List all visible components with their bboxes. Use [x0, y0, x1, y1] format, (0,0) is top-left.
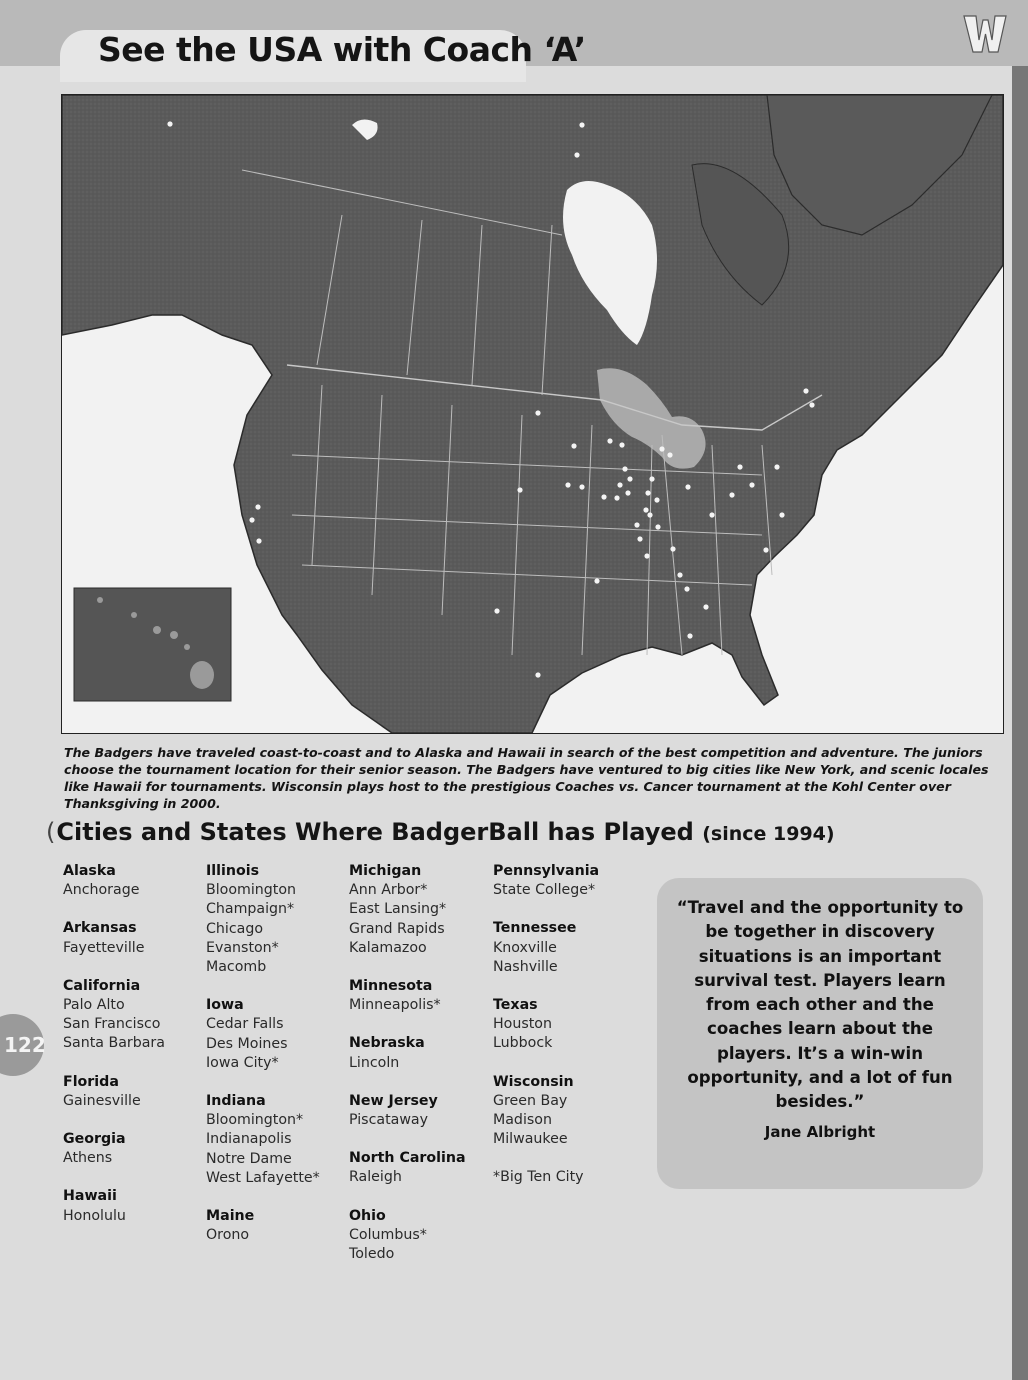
city-name: Chicago — [206, 920, 264, 937]
spacer — [63, 1054, 165, 1073]
city-marker — [594, 578, 599, 583]
city-marker — [645, 490, 650, 495]
city-name: Anchorage — [63, 882, 140, 899]
city-marker — [774, 464, 779, 469]
city-marker — [703, 604, 708, 609]
city-name: Evanston* — [206, 939, 279, 956]
city-marker — [670, 546, 675, 551]
city-name: State College* — [493, 882, 596, 899]
city-marker — [634, 522, 639, 527]
spacer — [349, 1073, 466, 1092]
page-title: See the USA with Coach ‘A’ — [98, 30, 586, 69]
city-name: Ann Arbor* — [349, 882, 428, 899]
column-4 — [493, 862, 599, 1188]
city-marker — [667, 452, 672, 457]
city-marker — [647, 512, 652, 517]
spacer — [206, 977, 320, 996]
city-marker — [517, 487, 522, 492]
state-name: Iowa — [206, 997, 244, 1014]
w-logo-icon — [962, 10, 1008, 56]
spacer — [349, 1188, 466, 1207]
state-name: North Carolina — [349, 1150, 466, 1167]
logo-letter: W — [985, 39, 986, 40]
city-name: Knoxville — [493, 939, 557, 956]
city-marker — [601, 494, 606, 499]
city-marker — [709, 512, 714, 517]
city-name: Bloomington* — [206, 1112, 304, 1129]
city-name: Minneapolis* — [349, 997, 441, 1014]
spacer — [206, 1073, 320, 1092]
city-name: Fayetteville — [63, 939, 145, 956]
city-marker — [627, 476, 632, 481]
city-name: Notre Dame — [206, 1150, 292, 1167]
city-name: Champaign* — [206, 901, 295, 918]
column-3 — [349, 862, 466, 1264]
state-name: Florida — [63, 1073, 119, 1090]
city-name: Iowa City* — [206, 1054, 279, 1071]
city-name: Raleigh — [349, 1169, 402, 1186]
city-marker — [685, 484, 690, 489]
state-name: Georgia — [63, 1131, 126, 1148]
city-name: Macomb — [206, 959, 267, 976]
spacer — [206, 1188, 320, 1207]
city-name: Piscataway — [349, 1112, 429, 1129]
state-name: Minnesota — [349, 978, 433, 995]
city-marker — [654, 497, 659, 502]
city-name: Milwaukee — [493, 1131, 568, 1148]
state-name: Michigan — [349, 863, 422, 879]
city-marker — [749, 482, 754, 487]
spacer — [493, 900, 599, 919]
section-title — [46, 818, 835, 846]
city-marker — [255, 504, 260, 509]
city-name: Honolulu — [63, 1207, 126, 1224]
state-name: Tennessee — [493, 920, 577, 937]
state-name: Maine — [206, 1208, 255, 1225]
state-name: Alaska — [63, 863, 116, 879]
quote-text: “Travel and the opportunity to be together in discovery situations is an important survival test. Players learn from each other and the coaches learn about the players. It’s a win-win opportunity, and a lot of fun besides.” — [676, 898, 964, 1112]
spacer — [349, 1130, 466, 1149]
city-name: Santa Barbara — [63, 1035, 165, 1052]
spacer — [493, 977, 599, 996]
city-name: San Francisco — [63, 1016, 161, 1033]
city-marker — [684, 586, 689, 591]
city-name: Madison — [493, 1112, 552, 1129]
north-america-map — [62, 95, 1003, 733]
city-marker — [809, 402, 814, 407]
state-name: Illinois — [206, 863, 260, 879]
spacer — [63, 958, 165, 977]
city-marker — [643, 507, 648, 512]
city-name: Orono — [206, 1227, 250, 1244]
city-marker — [256, 538, 261, 543]
city-name: Grand Rapids — [349, 920, 445, 937]
city-marker — [687, 633, 692, 638]
state-name: Nebraska — [349, 1035, 425, 1052]
map-figure — [61, 94, 1004, 734]
city-name: Bloomington — [206, 882, 297, 899]
city-name: Columbus* — [349, 1226, 427, 1243]
spacer — [349, 1015, 466, 1034]
page-edge — [1012, 66, 1028, 1380]
city-marker — [494, 608, 499, 613]
city-name: West Lafayette* — [206, 1169, 320, 1186]
spacer — [493, 1149, 599, 1168]
city-name: Cedar Falls — [206, 1016, 284, 1033]
quote-author: Jane Albright — [764, 1123, 876, 1141]
spacer — [63, 1168, 165, 1187]
city-marker — [644, 553, 649, 558]
city-name: Athens — [63, 1150, 113, 1167]
city-marker — [729, 492, 734, 497]
city-name: Houston — [493, 1016, 552, 1033]
city-marker — [535, 672, 540, 677]
city-name: Des Moines — [206, 1035, 288, 1052]
state-name: Indiana — [206, 1093, 266, 1110]
city-name: Indianapolis — [206, 1131, 292, 1148]
city-marker — [617, 482, 622, 487]
city-marker — [655, 524, 660, 529]
city-name: Green Bay — [493, 1092, 568, 1109]
city-marker — [614, 495, 619, 500]
city-marker — [622, 466, 627, 471]
city-name: Gainesville — [63, 1092, 141, 1109]
state-name: Hawaii — [63, 1188, 117, 1205]
section-title-text: Cities and States Where BadgerBall has Played — [56, 818, 694, 846]
section-title-paren: ( — [46, 818, 56, 846]
city-marker — [737, 464, 742, 469]
state-name: Pennsylvania — [493, 863, 600, 879]
city-marker — [579, 484, 584, 489]
city-name: Lincoln — [349, 1054, 400, 1071]
spacer — [349, 958, 466, 977]
city-marker — [763, 547, 768, 552]
section-subtitle: (since 1994) — [702, 823, 835, 845]
city-marker — [565, 482, 570, 487]
city-marker — [659, 446, 664, 451]
state-name: Ohio — [349, 1207, 386, 1224]
spacer — [63, 1111, 165, 1130]
city-marker — [607, 438, 612, 443]
city-marker — [535, 410, 540, 415]
state-name: Texas — [493, 997, 538, 1014]
state-name: Wisconsin — [493, 1073, 574, 1090]
city-name: Kalamazoo — [349, 939, 427, 956]
state-name: California — [63, 977, 141, 994]
city-marker — [619, 442, 624, 447]
city-marker — [803, 388, 808, 393]
city-name: Nashville — [493, 958, 558, 975]
state-name: New Jersey — [349, 1092, 438, 1109]
big-ten-footnote: *Big Ten City — [493, 1169, 584, 1186]
city-marker — [637, 536, 642, 541]
city-marker — [571, 443, 576, 448]
city-name: Lubbock — [493, 1035, 553, 1052]
spacer — [63, 900, 165, 919]
city-name: Palo Alto — [63, 997, 125, 1014]
page-number: 122 — [4, 1033, 46, 1057]
city-marker — [625, 490, 630, 495]
city-marker — [677, 572, 682, 577]
column-2 — [206, 862, 320, 1245]
city-marker — [167, 121, 172, 126]
city-marker — [649, 476, 654, 481]
spacer — [493, 1054, 599, 1073]
city-marker — [574, 152, 579, 157]
state-name: Arkansas — [63, 920, 137, 937]
city-marker — [249, 517, 254, 522]
city-marker — [579, 122, 584, 127]
map-caption: The Badgers have traveled coast-to-coast and to Alaska and Hawaii in search of the best competition and adventure. The juniors choose the tournament location for their senior season. The Badgers have ventured to big cities like New York, and scenic locales like Hawaii for tournaments. Wisconsin plays host to the prestigious Coaches vs. Cancer tournament at the Kohl Center over Thanksgiving in 2000. — [64, 745, 989, 811]
city-marker — [779, 512, 784, 517]
city-name: East Lansing* — [349, 901, 447, 918]
city-name: Toledo — [349, 1246, 395, 1263]
column-1 — [63, 862, 165, 1226]
